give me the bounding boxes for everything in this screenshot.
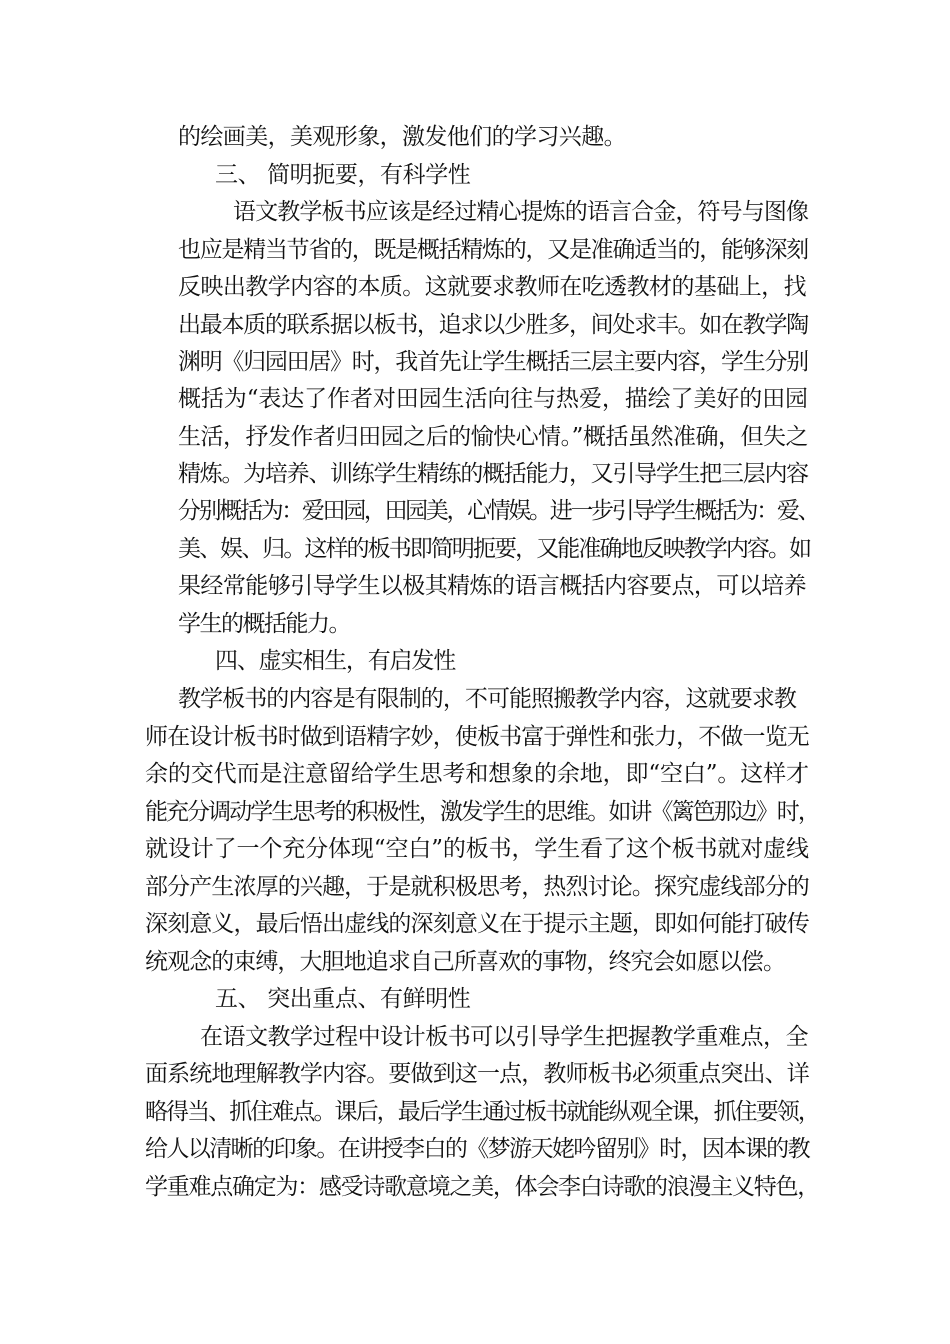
text-line: 给人以清晰的印象。在讲授李白的《梦游天姥吟留别》时，因本课的教: [145, 1136, 810, 1162]
text-line: 反映出教学内容的本质。这就要求教师在吃透教材的基础上，找: [178, 274, 807, 300]
text-line: 面系统地理解教学内容。要做到这一点，教师板书必须重点突出、详: [145, 1061, 809, 1087]
section-heading-4: 四、虚实相生，有启发性: [215, 648, 456, 674]
text-line: 深刻意义，最后悟出虚线的深刻意义在于提示主题，即如何能打破传: [145, 911, 809, 937]
text-line: 教学板书的内容是有限制的，不可能照搬教学内容，这就要求教: [178, 686, 796, 712]
text-line: 美、娱、归。这样的板书即简明扼要，又能准确地反映教学内容。如: [178, 536, 811, 562]
text-line: 生活，抒发作者归田园之后的愉快心情。”概括虽然准确，但失之: [178, 424, 809, 450]
text-line: 能充分调动学生思考的积极性，激发学生的思维。如讲《篱笆那边》时，: [145, 799, 819, 825]
text-line: 部分产生浓厚的兴趣，于是就积极思考，热烈讨论。探究虚线部分的: [145, 874, 809, 900]
text-line: 的绘画美，美观形象，激发他们的学习兴趣。: [178, 124, 627, 150]
text-line: 就设计了一个充分体现“空白”的板书，学生看了这个板书就对虚线: [145, 836, 809, 862]
text-line: 也应是精当节省的，既是概括精炼的，又是准确适当的，能够深刻: [178, 237, 808, 263]
text-line: 师在设计板书时做到语精字妙，使板书富于弹性和张力，不做一览无: [145, 724, 809, 750]
text-line: 分别概括为：爱田园，田园美，心情娱。进一步引导学生概括为：爱、: [178, 498, 819, 524]
text-line: 精炼。为培养、训练学生精练的概括能力，又引导学生把三层内容: [178, 461, 808, 487]
section-heading-5: 五、 突出重点、有鲜明性: [215, 986, 471, 1012]
section-heading-3: 三、 简明扼要，有科学性: [215, 162, 471, 188]
text-line: 学生的概括能力。: [178, 611, 350, 637]
text-line: 余的交代而是注意留给学生思考和想象的余地，即“空白”。这样才: [145, 761, 809, 787]
text-line: 略得当、抓住难点。课后，最后学生通过板书就能纵观全课，抓住要领，: [145, 1099, 819, 1125]
text-line: 在语文教学过程中设计板书可以引导学生把握教学重难点，全: [200, 1024, 809, 1050]
text-line: 语文教学板书应该是经过精心提炼的语言合金，符号与图像: [233, 199, 809, 225]
text-line: 学重难点确定为：感受诗歌意境之美，体会李白诗歌的浪漫主义特色，: [145, 1174, 819, 1200]
text-line: 出最本质的联系据以板书，追求以少胜多，间处求丰。如在教学陶: [178, 312, 808, 338]
text-line: 统观念的束缚，大胆地追求自己所喜欢的事物，终究会如愿以偿。: [145, 949, 786, 975]
text-line: 概括为“表达了作者对田园生活向往与热爱，描绘了美好的田园: [178, 386, 808, 412]
text-line: 渊明《归园田居》时，我首先让学生概括三层主要内容，学生分别: [178, 349, 808, 375]
text-line: 果经常能够引导学生以极其精炼的语言概括内容要点，可以培养: [178, 573, 807, 599]
